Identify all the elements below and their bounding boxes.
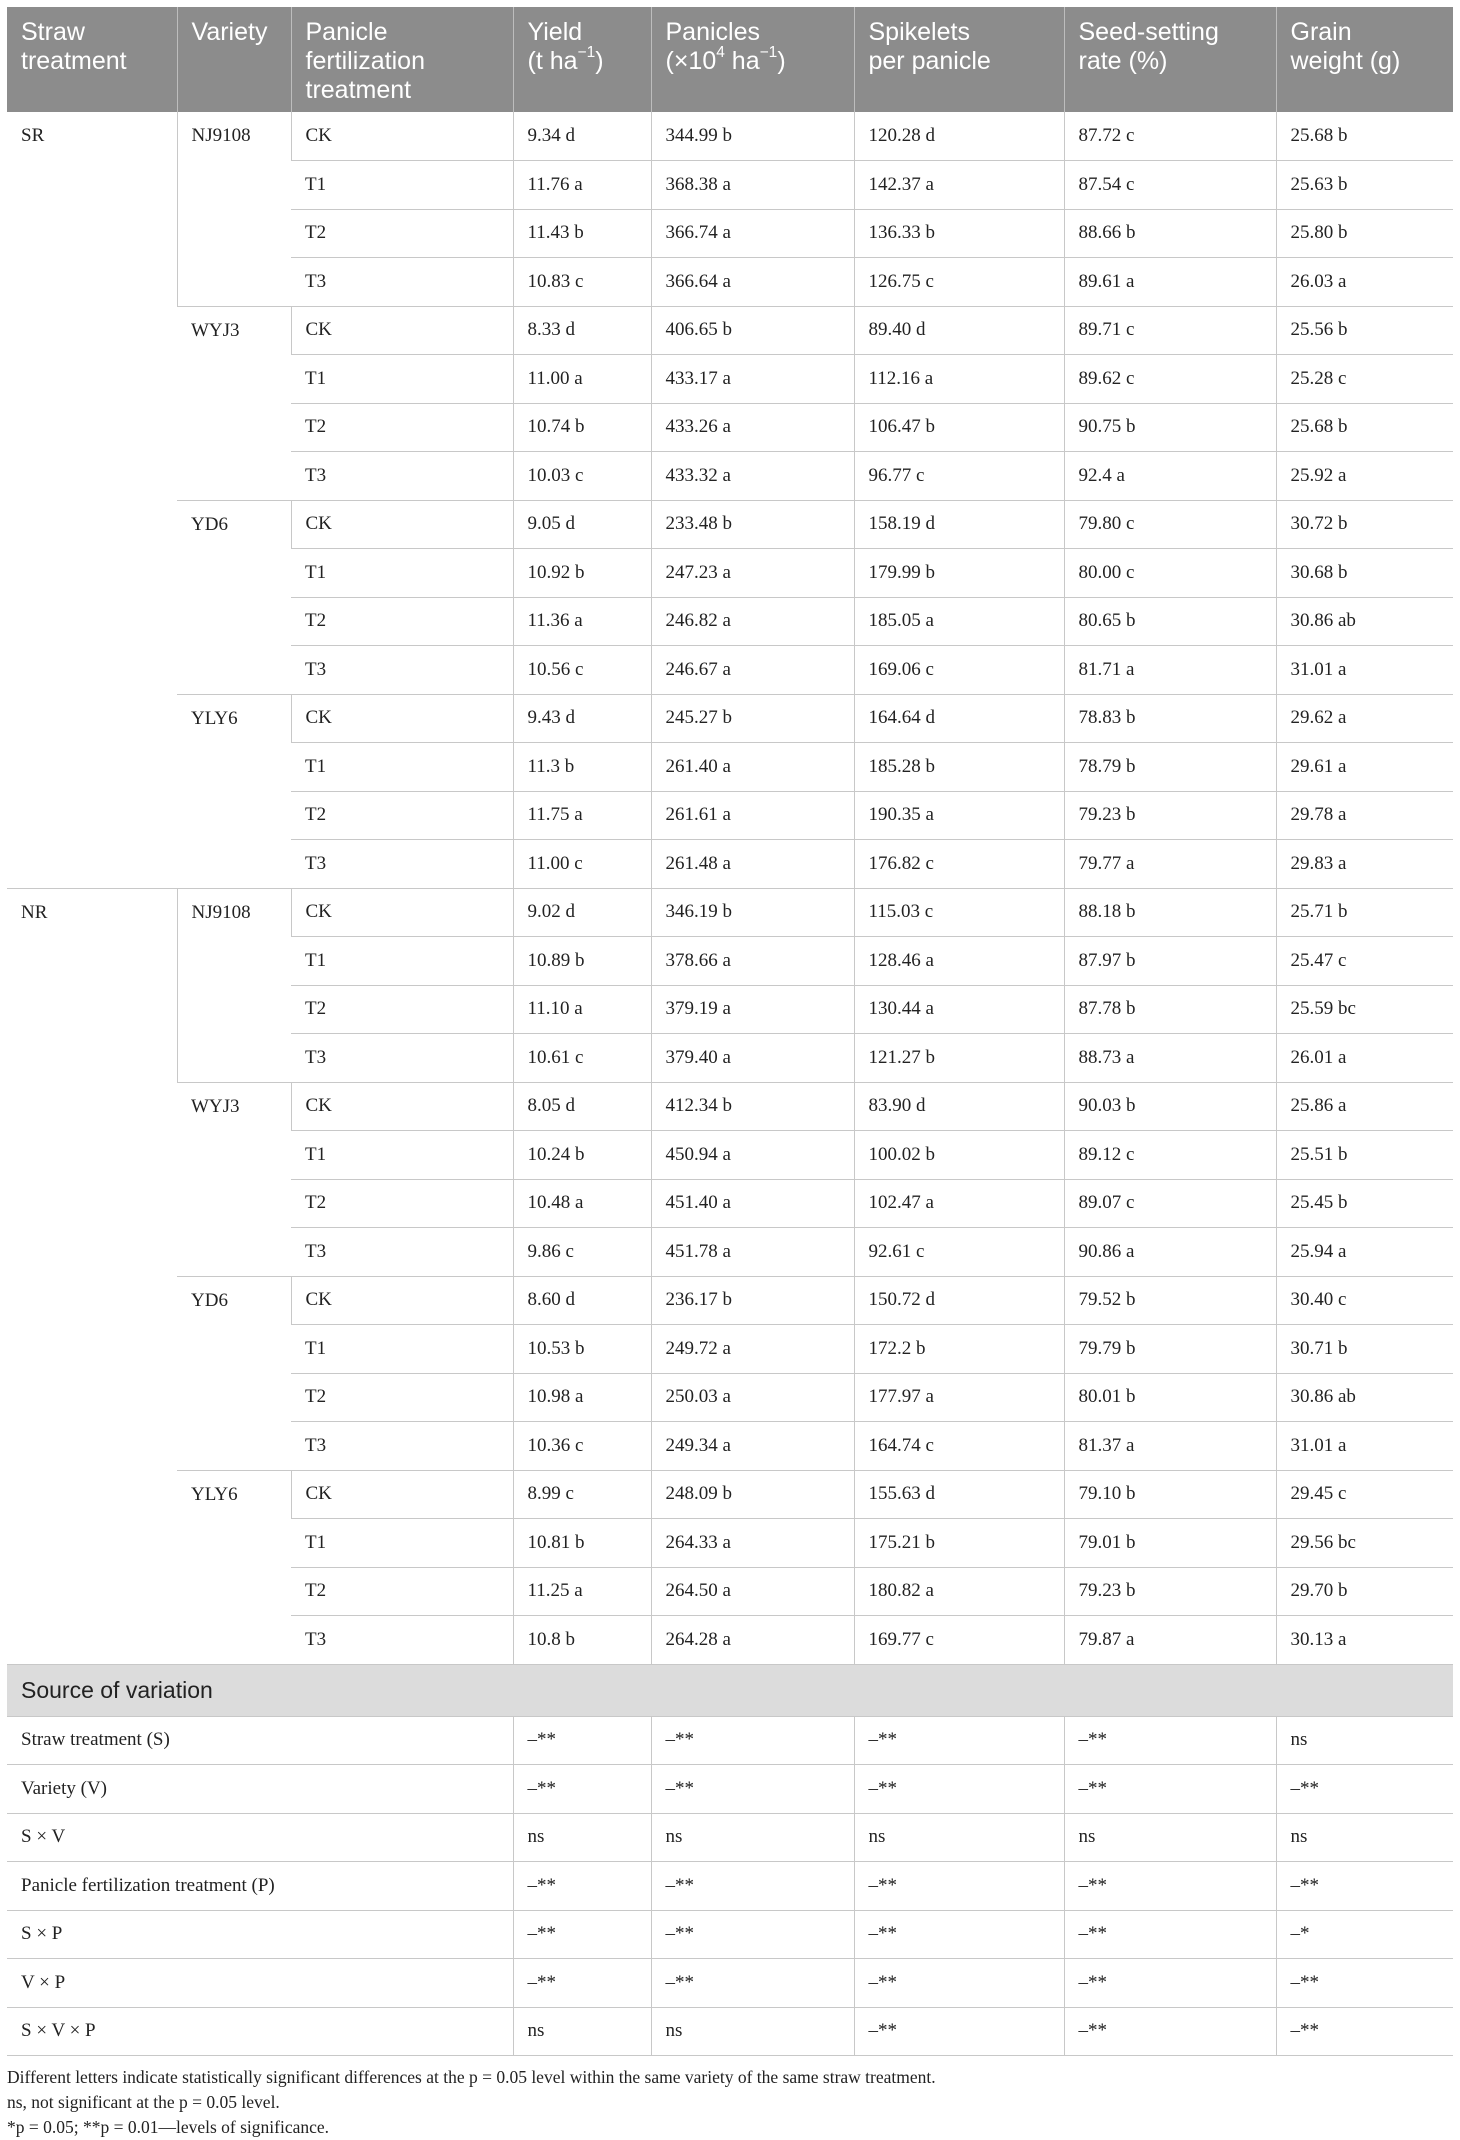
variation-source-label: Straw treatment (S) [7, 1716, 513, 1765]
panicles-cell: 261.48 a [651, 840, 854, 889]
seed-setting-cell: 79.87 a [1064, 1616, 1276, 1665]
variety-cell: WYJ3 [177, 1082, 291, 1276]
footnote: ns, not significant at the p = 0.05 level. [7, 2092, 280, 2112]
grain-weight-cell: 25.80 b [1276, 209, 1453, 258]
significance-cell: –** [651, 1910, 854, 1959]
fertilization-treatment-cell: T3 [291, 1616, 513, 1665]
significance-cell: –* [1276, 1910, 1453, 1959]
header-panicle-fertilization: Panicle fertilization treatment [291, 7, 513, 112]
panicles-cell: 261.61 a [651, 791, 854, 840]
seed-setting-cell: 90.75 b [1064, 403, 1276, 452]
significance-cell: ns [1276, 1716, 1453, 1765]
significance-cell: ns [854, 1813, 1064, 1862]
grain-weight-cell: 30.72 b [1276, 500, 1453, 549]
variation-source-label: S × P [7, 1910, 513, 1959]
grain-weight-cell: 25.28 c [1276, 355, 1453, 404]
anova-row [7, 1959, 1453, 2008]
seed-setting-cell: 89.71 c [1064, 306, 1276, 355]
yield-cell: 11.00 c [513, 840, 651, 889]
variety-cell: NJ9108 [177, 888, 291, 1082]
straw-treatment-cell: NR [7, 888, 177, 1664]
table-row [7, 1470, 1453, 1519]
footnotes [7, 2065, 1453, 2140]
panicles-cell: 250.03 a [651, 1373, 854, 1422]
significance-cell: –** [513, 1910, 651, 1959]
grain-weight-cell: 25.68 b [1276, 403, 1453, 452]
grain-weight-cell: 25.86 a [1276, 1082, 1453, 1131]
fertilization-treatment-cell: T1 [291, 1325, 513, 1374]
significance-cell: –** [513, 1716, 651, 1765]
spikelets-cell: 136.33 b [854, 209, 1064, 258]
spikelets-cell: 169.77 c [854, 1616, 1064, 1665]
variety-cell: YLY6 [177, 1470, 291, 1664]
yield-cell: 10.81 b [513, 1519, 651, 1568]
fertilization-treatment-cell: T2 [291, 791, 513, 840]
grain-weight-cell: 25.45 b [1276, 1179, 1453, 1228]
yield-cell: 11.10 a [513, 985, 651, 1034]
grain-weight-cell: 29.56 bc [1276, 1519, 1453, 1568]
grain-weight-cell: 31.01 a [1276, 646, 1453, 695]
seed-setting-cell: 79.79 b [1064, 1325, 1276, 1374]
variation-source-label: Panicle fertilization treatment (P) [7, 1862, 513, 1911]
header-panicles: Panicles ($\times 10^4$ $ha^{-1}$) [651, 7, 854, 112]
seed-setting-cell: 88.73 a [1064, 1034, 1276, 1083]
variety-cell: WYJ3 [177, 306, 291, 500]
panicles-cell: 451.78 a [651, 1228, 854, 1277]
grain-weight-cell: 30.71 b [1276, 1325, 1453, 1374]
grain-weight-cell: 30.68 b [1276, 549, 1453, 598]
seed-setting-cell: 87.97 b [1064, 937, 1276, 986]
yield-cell: 10.8 b [513, 1616, 651, 1665]
yield-cell: 10.83 c [513, 258, 651, 307]
spikelets-cell: 190.35 a [854, 791, 1064, 840]
yield-cell: 10.98 a [513, 1373, 651, 1422]
table-row [7, 888, 1453, 937]
seed-setting-cell: 87.72 c [1064, 112, 1276, 161]
spikelets-cell: 92.61 c [854, 1228, 1064, 1277]
significance-cell: ns [513, 1813, 651, 1862]
spikelets-cell: 158.19 d [854, 500, 1064, 549]
grain-weight-cell: 30.86 ab [1276, 1373, 1453, 1422]
grain-weight-cell: 29.62 a [1276, 694, 1453, 743]
seed-setting-cell: 80.01 b [1064, 1373, 1276, 1422]
panicles-cell: 249.72 a [651, 1325, 854, 1374]
panicles-cell: 249.34 a [651, 1422, 854, 1471]
seed-setting-cell: 79.77 a [1064, 840, 1276, 889]
yield-cell: 10.24 b [513, 1131, 651, 1180]
panicles-cell: 368.38 a [651, 161, 854, 210]
grain-weight-cell: 29.78 a [1276, 791, 1453, 840]
yield-cell: 9.43 d [513, 694, 651, 743]
spikelets-cell: 112.16 a [854, 355, 1064, 404]
significance-cell: –** [1064, 2007, 1276, 2056]
seed-setting-cell: 92.4 a [1064, 452, 1276, 501]
fertilization-treatment-cell: T1 [291, 1131, 513, 1180]
yield-cell: 8.99 c [513, 1470, 651, 1519]
panicles-cell: 246.67 a [651, 646, 854, 695]
significance-cell: –** [513, 1959, 651, 2008]
seed-setting-cell: 88.18 b [1064, 888, 1276, 937]
significance-cell: –** [854, 1959, 1064, 2008]
grain-weight-cell: 25.59 bc [1276, 985, 1453, 1034]
header-grain-weight: Grain weight (g) [1276, 7, 1453, 112]
seed-setting-cell: 81.37 a [1064, 1422, 1276, 1471]
variety-cell: YD6 [177, 1276, 291, 1470]
panicles-cell: 233.48 b [651, 500, 854, 549]
table-row [7, 500, 1453, 549]
table-container [7, 7, 1453, 2140]
seed-setting-cell: 79.80 c [1064, 500, 1276, 549]
fertilization-treatment-cell: T1 [291, 161, 513, 210]
significance-cell: –** [1064, 1959, 1276, 2008]
variation-source-label: S × V × P [7, 2007, 513, 2056]
spikelets-cell: 106.47 b [854, 403, 1064, 452]
grain-weight-cell: 25.56 b [1276, 306, 1453, 355]
fertilization-treatment-cell: T1 [291, 937, 513, 986]
significance-cell: ns [1064, 1813, 1276, 1862]
fertilization-treatment-cell: T3 [291, 258, 513, 307]
grain-weight-cell: 30.13 a [1276, 1616, 1453, 1665]
header-yield: Yield (t $ha^{-1}$) [513, 7, 651, 112]
panicles-cell: 433.26 a [651, 403, 854, 452]
yield-cell: 8.05 d [513, 1082, 651, 1131]
panicles-cell: 261.40 a [651, 743, 854, 792]
table-row [7, 1082, 1453, 1131]
significance-cell: ns [651, 2007, 854, 2056]
source-of-variation-heading: Source of variation [7, 1664, 1453, 1716]
grain-weight-cell: 29.83 a [1276, 840, 1453, 889]
fertilization-treatment-cell: T1 [291, 549, 513, 598]
significance-cell: –** [1276, 1862, 1453, 1911]
panicles-cell: 264.28 a [651, 1616, 854, 1665]
seed-setting-cell: 79.52 b [1064, 1276, 1276, 1325]
anova-row [7, 2007, 1453, 2056]
yield-cell: 10.53 b [513, 1325, 651, 1374]
spikelets-cell: 180.82 a [854, 1567, 1064, 1616]
header-seed-setting: Seed-setting rate (%) [1064, 7, 1276, 112]
seed-setting-cell: 89.62 c [1064, 355, 1276, 404]
yield-cell: 11.3 b [513, 743, 651, 792]
variety-cell: YLY6 [177, 694, 291, 888]
fertilization-treatment-cell: T2 [291, 209, 513, 258]
grain-weight-cell: 29.61 a [1276, 743, 1453, 792]
grain-weight-cell: 25.71 b [1276, 888, 1453, 937]
spikelets-cell: 83.90 d [854, 1082, 1064, 1131]
panicles-cell: 378.66 a [651, 937, 854, 986]
yield-cell: 10.56 c [513, 646, 651, 695]
fertilization-treatment-cell: T2 [291, 597, 513, 646]
variety-cell: YD6 [177, 500, 291, 694]
spikelets-cell: 155.63 d [854, 1470, 1064, 1519]
grain-weight-cell: 25.68 b [1276, 112, 1453, 161]
grain-weight-cell: 25.92 a [1276, 452, 1453, 501]
significance-cell: –** [1276, 1765, 1453, 1814]
fertilization-treatment-cell: CK [291, 694, 513, 743]
panicles-cell: 406.65 b [651, 306, 854, 355]
significance-cell: –** [651, 1716, 854, 1765]
panicles-cell: 379.40 a [651, 1034, 854, 1083]
panicles-cell: 366.64 a [651, 258, 854, 307]
panicles-cell: 264.33 a [651, 1519, 854, 1568]
spikelets-cell: 179.99 b [854, 549, 1064, 598]
significance-cell: ns [651, 1813, 854, 1862]
spikelets-cell: 115.03 c [854, 888, 1064, 937]
spikelets-cell: 121.27 b [854, 1034, 1064, 1083]
seed-setting-cell: 89.61 a [1064, 258, 1276, 307]
grain-weight-cell: 31.01 a [1276, 1422, 1453, 1471]
fertilization-treatment-cell: CK [291, 306, 513, 355]
panicles-cell: 346.19 b [651, 888, 854, 937]
yield-cell: 11.75 a [513, 791, 651, 840]
yield-cell: 9.86 c [513, 1228, 651, 1277]
yield-cell: 8.33 d [513, 306, 651, 355]
seed-setting-cell: 79.10 b [1064, 1470, 1276, 1519]
spikelets-cell: 89.40 d [854, 306, 1064, 355]
fertilization-treatment-cell: T1 [291, 743, 513, 792]
grain-weight-cell: 26.03 a [1276, 258, 1453, 307]
spikelets-cell: 164.74 c [854, 1422, 1064, 1471]
table-row [7, 112, 1453, 161]
yield-cell: 11.25 a [513, 1567, 651, 1616]
significance-cell: –** [854, 1716, 1064, 1765]
significance-cell: –** [1276, 1959, 1453, 2008]
anova-row [7, 1910, 1453, 1959]
yield-cell: 10.89 b [513, 937, 651, 986]
seed-setting-cell: 88.66 b [1064, 209, 1276, 258]
significance-cell: ns [513, 2007, 651, 2056]
significance-cell: –** [651, 1765, 854, 1814]
source-of-variation-header-row [7, 1664, 1453, 1716]
fertilization-treatment-cell: T3 [291, 1034, 513, 1083]
panicles-cell: 236.17 b [651, 1276, 854, 1325]
seed-setting-cell: 80.65 b [1064, 597, 1276, 646]
yield-cell: 10.36 c [513, 1422, 651, 1471]
significance-cell: –** [854, 1862, 1064, 1911]
anova-row [7, 1716, 1453, 1765]
yield-cell: 10.92 b [513, 549, 651, 598]
header-spikelets: Spikelets per panicle [854, 7, 1064, 112]
panicles-cell: 245.27 b [651, 694, 854, 743]
significance-cell: –** [1064, 1862, 1276, 1911]
spikelets-cell: 176.82 c [854, 840, 1064, 889]
fertilization-treatment-cell: T1 [291, 355, 513, 404]
significance-cell: –** [513, 1765, 651, 1814]
yield-cell: 9.02 d [513, 888, 651, 937]
grain-weight-cell: 26.01 a [1276, 1034, 1453, 1083]
yield-cell: 9.05 d [513, 500, 651, 549]
panicles-cell: 433.17 a [651, 355, 854, 404]
table-body [7, 112, 1453, 2056]
spikelets-cell: 164.64 d [854, 694, 1064, 743]
fertilization-treatment-cell: T2 [291, 1179, 513, 1228]
significance-cell: ns [1276, 1813, 1453, 1862]
header-row [7, 7, 1453, 112]
fertilization-treatment-cell: CK [291, 1276, 513, 1325]
yield-cell: 10.61 c [513, 1034, 651, 1083]
footnote: *p = 0.05; **p = 0.01—levels of significance. [7, 2117, 330, 2137]
spikelets-cell: 126.75 c [854, 258, 1064, 307]
yield-cell: 10.74 b [513, 403, 651, 452]
grain-weight-cell: 29.45 c [1276, 1470, 1453, 1519]
fertilization-treatment-cell: CK [291, 112, 513, 161]
header-straw-treatment: Straw treatment [7, 7, 177, 112]
seed-setting-cell: 80.00 c [1064, 549, 1276, 598]
spikelets-cell: 172.2 b [854, 1325, 1064, 1374]
significance-cell: –** [1064, 1765, 1276, 1814]
fertilization-treatment-cell: T2 [291, 1373, 513, 1422]
fertilization-treatment-cell: CK [291, 1470, 513, 1519]
yield-cell: 10.48 a [513, 1179, 651, 1228]
anova-row [7, 1765, 1453, 1814]
fertilization-treatment-cell: CK [291, 500, 513, 549]
footnote: Different letters indicate statistically significant differences at the p = 0.05 level within the same variety of the same straw treatment. [7, 2067, 936, 2087]
spikelets-cell: 96.77 c [854, 452, 1064, 501]
panicles-cell: 433.32 a [651, 452, 854, 501]
yield-cell: 9.34 d [513, 112, 651, 161]
significance-cell: –** [854, 1765, 1064, 1814]
fertilization-treatment-cell: T1 [291, 1519, 513, 1568]
header-variety: Variety [177, 7, 291, 112]
table-row [7, 694, 1453, 743]
fertilization-treatment-cell: T3 [291, 1422, 513, 1471]
grain-weight-cell: 30.86 ab [1276, 597, 1453, 646]
panicles-cell: 451.40 a [651, 1179, 854, 1228]
fertilization-treatment-cell: T3 [291, 1228, 513, 1277]
panicles-cell: 450.94 a [651, 1131, 854, 1180]
grain-weight-cell: 25.63 b [1276, 161, 1453, 210]
variation-source-label: V × P [7, 1959, 513, 2008]
seed-setting-cell: 78.79 b [1064, 743, 1276, 792]
seed-setting-cell: 79.23 b [1064, 1567, 1276, 1616]
spikelets-cell: 102.47 a [854, 1179, 1064, 1228]
significance-cell: –** [651, 1862, 854, 1911]
spikelets-cell: 185.05 a [854, 597, 1064, 646]
significance-cell: –** [1276, 2007, 1453, 2056]
seed-setting-cell: 89.07 c [1064, 1179, 1276, 1228]
spikelets-cell: 120.28 d [854, 112, 1064, 161]
seed-setting-cell: 87.54 c [1064, 161, 1276, 210]
yield-cell: 11.76 a [513, 161, 651, 210]
yield-cell: 10.03 c [513, 452, 651, 501]
grain-weight-cell: 29.70 b [1276, 1567, 1453, 1616]
spikelets-cell: 142.37 a [854, 161, 1064, 210]
significance-cell: –** [651, 1959, 854, 2008]
significance-cell: –** [513, 1862, 651, 1911]
anova-row [7, 1862, 1453, 1911]
seed-setting-cell: 78.83 b [1064, 694, 1276, 743]
spikelets-cell: 185.28 b [854, 743, 1064, 792]
panicles-cell: 412.34 b [651, 1082, 854, 1131]
panicles-cell: 248.09 b [651, 1470, 854, 1519]
spikelets-cell: 100.02 b [854, 1131, 1064, 1180]
seed-setting-cell: 79.01 b [1064, 1519, 1276, 1568]
anova-row [7, 1813, 1453, 1862]
variation-source-label: Variety (V) [7, 1765, 513, 1814]
seed-setting-cell: 90.03 b [1064, 1082, 1276, 1131]
panicles-cell: 344.99 b [651, 112, 854, 161]
panicles-cell: 247.23 a [651, 549, 854, 598]
yield-cell: 11.00 a [513, 355, 651, 404]
spikelets-cell: 130.44 a [854, 985, 1064, 1034]
significance-cell: –** [854, 1910, 1064, 1959]
fertilization-treatment-cell: CK [291, 888, 513, 937]
grain-weight-cell: 25.47 c [1276, 937, 1453, 986]
fertilization-treatment-cell: T3 [291, 646, 513, 695]
grain-weight-cell: 25.51 b [1276, 1131, 1453, 1180]
panicles-cell: 366.74 a [651, 209, 854, 258]
variation-source-label: S × V [7, 1813, 513, 1862]
panicles-cell: 379.19 a [651, 985, 854, 1034]
seed-setting-cell: 79.23 b [1064, 791, 1276, 840]
spikelets-cell: 175.21 b [854, 1519, 1064, 1568]
spikelets-cell: 150.72 d [854, 1276, 1064, 1325]
seed-setting-cell: 81.71 a [1064, 646, 1276, 695]
grain-weight-cell: 30.40 c [1276, 1276, 1453, 1325]
variety-cell: NJ9108 [177, 112, 291, 306]
yield-cell: 11.36 a [513, 597, 651, 646]
yield-components-table [7, 7, 1453, 2056]
straw-treatment-cell: SR [7, 112, 177, 888]
panicles-cell: 264.50 a [651, 1567, 854, 1616]
fertilization-treatment-cell: T2 [291, 985, 513, 1034]
significance-cell: –** [1064, 1716, 1276, 1765]
fertilization-treatment-cell: CK [291, 1082, 513, 1131]
spikelets-cell: 169.06 c [854, 646, 1064, 695]
significance-cell: –** [1064, 1910, 1276, 1959]
table-row [7, 306, 1453, 355]
grain-weight-cell: 25.94 a [1276, 1228, 1453, 1277]
fertilization-treatment-cell: T3 [291, 840, 513, 889]
panicles-cell: 246.82 a [651, 597, 854, 646]
fertilization-treatment-cell: T3 [291, 452, 513, 501]
spikelets-cell: 128.46 a [854, 937, 1064, 986]
seed-setting-cell: 90.86 a [1064, 1228, 1276, 1277]
fertilization-treatment-cell: T2 [291, 403, 513, 452]
seed-setting-cell: 89.12 c [1064, 1131, 1276, 1180]
spikelets-cell: 177.97 a [854, 1373, 1064, 1422]
yield-cell: 11.43 b [513, 209, 651, 258]
table-row [7, 1276, 1453, 1325]
yield-cell: 8.60 d [513, 1276, 651, 1325]
fertilization-treatment-cell: T2 [291, 1567, 513, 1616]
seed-setting-cell: 87.78 b [1064, 985, 1276, 1034]
significance-cell: –** [854, 2007, 1064, 2056]
